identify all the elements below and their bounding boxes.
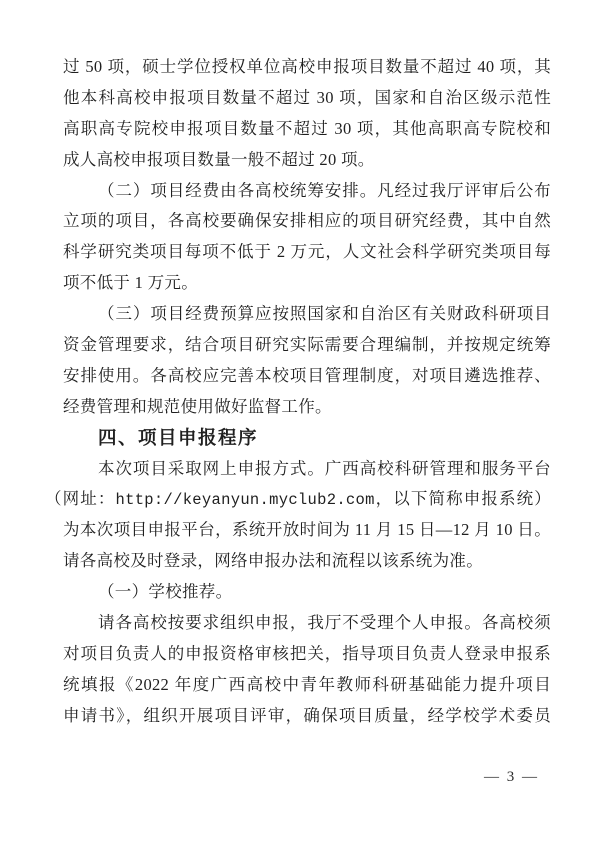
text-line: 立项的项目，各高校要确保安排相应的项目研究经费，其中自然: [63, 211, 551, 231]
paragraph-start-line: 请各高校按要求组织申报，我厅不受理个人申报。各高校须: [98, 613, 551, 633]
text-line: 过 50 项，硕士学位授权单位高校申报项目数量不超过 40 项，其: [63, 57, 551, 76]
url-line: [45, 484, 551, 515]
url-suffix: ，以下简称申报系统）: [374, 489, 551, 509]
paragraph-start-line: （三）项目经费预算应按照国家和自治区有关财政科研项目: [98, 304, 551, 324]
text-line: 为本次项目申报平台，系统开放时间为 11 月 15 日—12 月 10 日。: [63, 520, 551, 540]
text-line: 请各高校及时登录，网络申报办法和流程以该系统为准。: [63, 551, 483, 571]
page-number: — 3 —: [484, 769, 539, 785]
text-line: 对项目负责人的申报资格审核把关，指导项目负责人登录申报系: [63, 643, 551, 663]
text-line: 他本科高校申报项目数量不超过 30 项，国家和自治区级示范性: [63, 87, 551, 107]
subsection-heading-line: （一）学校推荐。: [98, 582, 233, 602]
text-line: 科学研究类项目每项不低于 2 万元，人文社会科学研究类项目每: [63, 242, 551, 262]
text-line: 统填报《2022 年度广西高校中青年教师科研基础能力提升项目: [63, 674, 551, 694]
paragraph-start-line: 本次项目采取网上申报方式。广西高校科研管理和服务平台: [98, 458, 551, 478]
text-line: 项不低于 1 万元。: [63, 273, 198, 293]
text-line: 成人高校申报项目数量一般不超过 20 项。: [63, 149, 375, 169]
url-prefix: （网址：: [45, 489, 116, 509]
url-text: http://keyanyun.myclub2.com: [115, 491, 375, 510]
text-line: 申请书》，组织开展项目评审，确保项目质量，经学校学术委员: [63, 705, 551, 725]
paragraph-start-line: （二）项目经费由各高校统筹安排。凡经过我厅评审后公布: [98, 180, 551, 200]
text-line: 安排使用。各高校应完善本校项目管理制度，对项目遴选推荐、: [63, 365, 551, 385]
text-line: 经费管理和规范使用做好监督工作。: [63, 396, 332, 416]
text-line: 高职高专院校申报项目数量不超过 30 项，其他高职高专院校和: [63, 118, 551, 138]
text-line: 资金管理要求，结合项目研究实际需要合理编制，并按规定统筹: [63, 335, 551, 355]
section-heading: 四、项目申报程序: [98, 426, 259, 448]
document-body: [45, 52, 551, 732]
